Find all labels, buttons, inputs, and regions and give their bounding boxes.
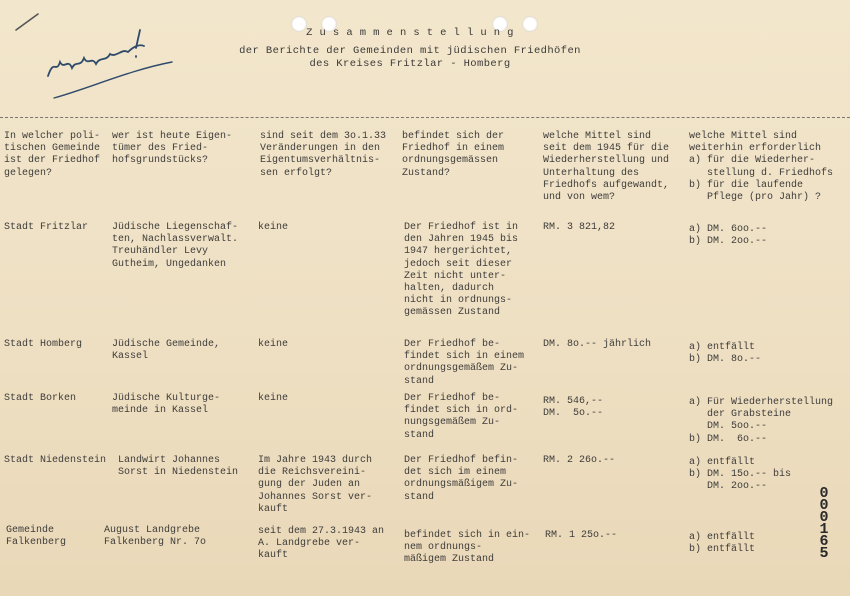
changes-cell: keine (258, 222, 289, 233)
owner-cell: Jüdische Kulturge- meinde in Kassel (112, 393, 221, 417)
condition-cell: Der Friedhof be- findet sich in ord- nungsgemäßem Zu- stand (404, 393, 519, 441)
condition-cell: Der Friedhof befin- det sich im einem ordnungsmäßigem Zu- stand (404, 455, 519, 503)
funds-spent-cell: RM. 3 821,82 (543, 222, 616, 233)
funds-spent-cell: RM. 1 25o.-- (545, 530, 618, 541)
funds-needed-cell: a) DM. 6oo.-- b) DM. 2oo.-- (689, 224, 768, 248)
column-header: welche Mittel sind seit dem 1945 für die Wiederherstellung und Unterhaltung des Friedhofs aufgewandt, und von wem? (543, 131, 670, 204)
owner-cell: Jüdische Liegenschaf- ten, Nachlassverwalt. Treuhändler Levy Gutheim, Ungedanken (112, 222, 239, 270)
column-header: wer ist heute Eigen- tümer des Fried- hofsgrundstücks? (112, 131, 233, 167)
funds-needed-cell: a) Für Wiederherstellung der Grabsteine DM. 5oo.-- b) DM. 6o.-- (689, 397, 834, 445)
column-header: sind seit dem 3o.1.33 Veränderungen in den Eigentumsverhältnis- sen erfolgt? (260, 131, 387, 179)
heading-subtitle: der Berichte der Gemeinden mit jüdischen Friedhöfen (239, 45, 581, 57)
condition-cell: Der Friedhof be- findet sich in einem ordnungsgemäßem Zu- stand (404, 339, 525, 387)
column-header: In welcher poli- tischen Gemeinde ist der Friedhof gelegen? (4, 131, 101, 179)
handwritten-annotation (40, 18, 180, 108)
owner-cell: Jüdische Gemeinde, Kassel (112, 339, 221, 363)
changes-cell: Im Jahre 1943 durch die Reichsvereini- gung der Juden an Johannes Sorst ver- kauft (258, 455, 373, 515)
funds-needed-cell: a) entfällt b) DM. 15o.-- bis DM. 2oo.-- (689, 457, 792, 493)
funds-spent-cell: RM. 546,-- DM. 5o.-- (543, 396, 604, 420)
funds-needed-cell: a) entfällt b) DM. 8o.-- (689, 342, 762, 366)
condition-cell: befindet sich in ein- nem ordnungs- mäßigem Zustand (404, 530, 531, 566)
funds-needed-cell: a) entfällt b) entfällt (689, 532, 756, 556)
place-cell: Stadt Fritzlar (4, 222, 89, 233)
owner-cell: August Landgrebe Falkenberg Nr. 7o (104, 525, 207, 549)
archive-number-stamp: 0 0 0 1 6 5 (819, 485, 829, 562)
funds-spent-cell: RM. 2 26o.-- (543, 455, 616, 466)
owner-cell: Landwirt Johannes Sorst in Niedenstein (118, 455, 239, 479)
condition-cell: Der Friedhof ist in den Jahren 1945 bis 1947 hergerichtet, jedoch seit dieser Zeit nicht unter- halten, dadurch nicht in ordnungs- gemässen Zustand (404, 222, 519, 319)
funds-spent-cell: DM. 8o.-- jährlich (543, 339, 652, 350)
heading-title: Z u s a m m e n s t e l l u n g (306, 27, 514, 39)
place-cell: Stadt Homberg (4, 339, 83, 350)
changes-cell: keine (258, 339, 289, 350)
header-rule (0, 117, 850, 119)
pencil-mark (12, 10, 52, 34)
column-header: befindet sich der Friedhof in einem ordnungsgemässen Zustand? (402, 131, 505, 179)
place-cell: Gemeinde Falkenberg (6, 525, 67, 549)
heading-district: des Kreises Fritzlar - Homberg (309, 58, 511, 70)
place-cell: Stadt Borken (4, 393, 77, 404)
column-header: welche Mittel sind weiterhin erforderlich a) für die Wiederher- stellung d. Friedhofs b) für die laufende Pflege (pro Jahr) ? (689, 131, 834, 204)
changes-cell: seit dem 27.3.1943 an A. Landgrebe ver- kauft (258, 526, 385, 562)
changes-cell: keine (258, 393, 289, 404)
place-cell: Stadt Niedenstein (4, 455, 107, 466)
